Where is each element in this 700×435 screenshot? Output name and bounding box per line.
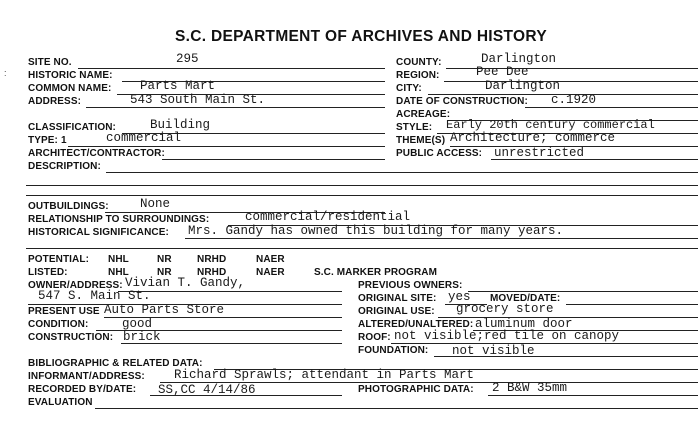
listed-naer[interactable]: NAER <box>256 267 285 278</box>
type-value: commercial <box>106 131 182 145</box>
informant-value: Richard Sprawls; attendant in Parts Mart <box>174 368 475 382</box>
architect-label: ARCHITECT/CONTRACTOR: <box>28 148 165 159</box>
site-no-value: 295 <box>176 52 199 66</box>
listed-label: LISTED: <box>28 267 68 278</box>
present-use-value: Auto Parts Store <box>104 303 225 317</box>
margin-mark: : <box>4 68 7 78</box>
potential-nr[interactable]: NR <box>157 254 172 265</box>
outbuildings-value: None <box>140 197 171 211</box>
description-line <box>106 172 698 173</box>
description-label: DESCRIPTION: <box>28 161 101 172</box>
public-access-label: PUBLIC ACCESS: <box>396 148 483 159</box>
historical-significance-value: Mrs. Gandy has owned this building for many years. <box>188 224 564 238</box>
classification-value: Building <box>150 118 211 132</box>
altered-label: ALTERED/UNALTERED: <box>358 319 474 330</box>
construction-value: brick <box>123 330 161 344</box>
condition-label: CONDITION: <box>28 319 89 330</box>
original-site-label: ORIGINAL SITE: <box>358 293 437 304</box>
relationship-label: RELATIONSHIP TO SURROUNDINGS: <box>28 214 210 225</box>
type-line <box>68 146 385 147</box>
date-construction-line <box>525 107 698 108</box>
address-label: ADDRESS: <box>28 96 82 107</box>
owner-value: Vivian T. Gandy, <box>125 276 246 290</box>
historical-significance-label: HISTORICAL SIGNIFICANCE: <box>28 227 169 238</box>
roof-line <box>391 343 698 344</box>
evaluation-label: EVALUATION <box>28 397 93 408</box>
outbuildings-label: OUTBUILDINGS: <box>28 201 109 212</box>
county-value: Darlington <box>481 52 557 66</box>
style-label: STYLE: <box>396 122 433 133</box>
previous-owners-line <box>468 291 698 292</box>
altered-value: aluminum door <box>475 317 573 331</box>
moved-date-label: MOVED/DATE: <box>490 293 561 304</box>
photographic-data-label: PHOTOGRAPHIC DATA: <box>358 384 474 395</box>
address-value: 543 South Main St. <box>130 93 266 107</box>
owner-value-line2: 547 S. Main St. <box>38 289 151 303</box>
present-use-label: PRESENT USE <box>28 306 100 317</box>
themes-value: Architecture; commerce <box>450 131 616 145</box>
style-value: Early 20th century commercial <box>446 118 655 132</box>
previous-owners-label: PREVIOUS OWNERS: <box>358 280 463 291</box>
moved-date-line <box>566 304 698 305</box>
recorded-by-value: SS,CC 4/14/86 <box>158 383 256 397</box>
historic-name-label: HISTORIC NAME: <box>28 70 113 81</box>
date-construction-value: c.1920 <box>551 93 597 107</box>
original-use-label: ORIGINAL USE: <box>358 306 435 317</box>
description-extra-line <box>26 185 698 186</box>
foundation-label: FOUNDATION: <box>358 345 429 356</box>
roof-label: ROOF: <box>358 332 391 343</box>
region-label: REGION: <box>396 70 440 81</box>
date-construction-label: DATE OF CONSTRUCTION: <box>396 96 528 107</box>
bibliographic-label: BIBLIOGRAPHIC & RELATED DATA: <box>28 358 203 369</box>
section-divider-1 <box>26 195 698 196</box>
marker-program-label: S.C. MARKER PROGRAM <box>314 267 438 278</box>
potential-nhl[interactable]: NHL <box>108 254 129 265</box>
site-no-line <box>78 68 385 69</box>
owner-line <box>118 291 342 292</box>
classification-label: CLASSIFICATION: <box>28 122 116 133</box>
address-line <box>86 107 385 108</box>
common-name-label: COMMON NAME: <box>28 83 112 94</box>
historical-significance-line <box>185 238 698 239</box>
public-access-value: unrestricted <box>494 146 585 160</box>
photographic-data-value: 2 B&W 35mm <box>492 381 568 395</box>
city-label: CITY: <box>396 83 422 94</box>
city-value: Darlington <box>485 79 561 93</box>
common-name-value: Parts Mart <box>140 79 216 93</box>
evaluation-line <box>95 408 698 409</box>
potential-nrhd[interactable]: NRHD <box>197 254 227 265</box>
section-divider-2 <box>26 248 698 249</box>
type-number: 1 <box>61 135 67 146</box>
owner-label: OWNER/ADDRESS: <box>28 280 123 291</box>
condition-value: good <box>122 317 153 331</box>
potential-label: POTENTIAL: <box>28 254 89 265</box>
architect-line <box>162 159 385 160</box>
themes-label: THEME(S) <box>396 135 446 146</box>
original-use-value: grocery store <box>456 302 554 316</box>
type-label: TYPE: <box>28 135 58 146</box>
region-value: Pee Dee <box>476 65 529 79</box>
photographic-data-line <box>488 395 698 396</box>
site-no-label: SITE NO. <box>28 57 72 68</box>
potential-naer[interactable]: NAER <box>256 254 285 265</box>
relationship-value: commercial/residential <box>245 210 411 224</box>
listed-nr[interactable]: NR <box>157 267 172 278</box>
listed-nrhd[interactable]: NRHD <box>197 267 227 278</box>
listed-nhl[interactable]: NHL <box>108 267 129 278</box>
construction-label: CONSTRUCTION: <box>28 332 114 343</box>
county-label: COUNTY: <box>396 57 442 68</box>
region-line <box>444 81 698 82</box>
informant-label: INFORMANT/ADDRESS: <box>28 371 145 382</box>
acreage-label: ACREAGE: <box>396 109 451 120</box>
original-site-value: yes <box>448 290 471 304</box>
roof-value: not visible;red tile on canopy <box>394 329 620 343</box>
foundation-value: not visible <box>452 344 535 358</box>
recorded-by-label: RECORDED BY/DATE: <box>28 384 137 395</box>
form-title: S.C. DEPARTMENT OF ARCHIVES AND HISTORY <box>175 28 547 45</box>
